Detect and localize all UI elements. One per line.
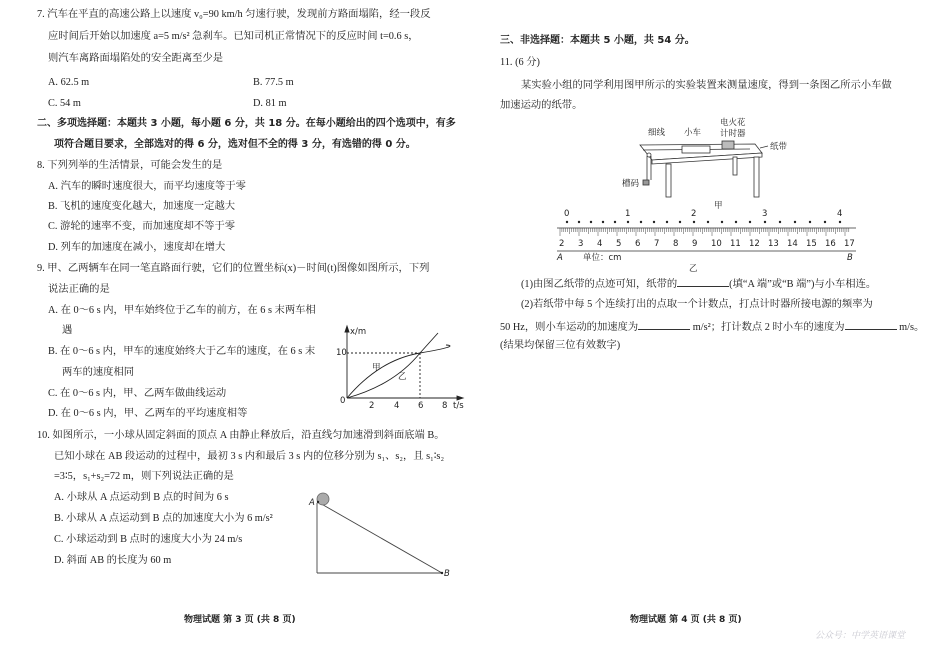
tape-dot bbox=[707, 221, 709, 223]
cm-label: 6 bbox=[635, 239, 641, 249]
q11-intro: 某实验小组的同学利用图甲所示的实验装置来测量速度，得到一条图乙所示小车做 bbox=[521, 80, 892, 91]
q9-option-b-cont: 两车的速度相同 bbox=[62, 367, 135, 378]
cm-label: 3 bbox=[578, 239, 584, 249]
x-tick: 2 bbox=[369, 401, 375, 411]
watermark: 公众号：中学英语课堂 bbox=[815, 630, 906, 640]
q7-option-c: C. 54 m bbox=[48, 98, 81, 109]
tape-dot bbox=[824, 221, 826, 223]
curve-label-yi: 乙 bbox=[398, 372, 407, 382]
section2-heading: 项符合题目要求，全部选对的得 6 分，选对但不全的得 3 分，有选错的得 0 分。 bbox=[54, 139, 416, 150]
q9-line: 9. 甲、乙两辆车在同一笔直路面行驶，它们的位置坐标(x)－时间(t)图像如图所示，下列 bbox=[37, 263, 430, 274]
origin-label: 0 bbox=[340, 396, 346, 406]
tape-dot bbox=[578, 221, 580, 223]
q8-option-d: D. 列车的加速度在减小，速度却在增大 bbox=[48, 242, 226, 253]
tape-dot bbox=[653, 221, 655, 223]
tape-dot bbox=[839, 221, 841, 223]
x-axis-arrow bbox=[457, 396, 463, 400]
spark-timer bbox=[722, 141, 734, 149]
y-axis-label: x/m bbox=[350, 327, 367, 337]
label-timer: 电火花 bbox=[720, 118, 746, 128]
y-axis-arrow bbox=[345, 326, 349, 332]
label-weight: 槽码 bbox=[622, 179, 640, 189]
x-tick: 4 bbox=[394, 401, 400, 411]
table-top bbox=[640, 144, 762, 160]
x-tick: 6 bbox=[418, 401, 424, 411]
q7-option-a: A. 62.5 m bbox=[48, 77, 90, 88]
tape-dot bbox=[566, 221, 568, 223]
tape-dot bbox=[693, 221, 695, 223]
section2-heading: 二、多项选择题：本题共 3 小题，每小题 6 分，共 18 分。在每小题给出的四个选项中，有多 bbox=[37, 118, 456, 129]
cm-label: 9 bbox=[692, 239, 698, 249]
q11-part2: 50 Hz，则小车运动的加速度为 m/s²；打计数点 2 时小车的速度为 m/s。 bbox=[500, 319, 924, 335]
tape-dot bbox=[809, 221, 811, 223]
answer-blank-2[interactable] bbox=[638, 319, 690, 330]
q10-line: =3∶5，s₁+s₂=72 m，则下列说法正确的是 bbox=[54, 471, 234, 482]
cart bbox=[682, 146, 710, 153]
tape-dot bbox=[627, 221, 629, 223]
caption-jia: 甲 bbox=[714, 201, 723, 211]
page-footer-3: 物理试题 第 3 页 (共 8 页) bbox=[184, 615, 296, 625]
q9-line: 说法正确的是 bbox=[48, 284, 110, 295]
page-footer-4: 物理试题 第 4 页 (共 8 页) bbox=[630, 615, 742, 625]
cm-label: 13 bbox=[768, 239, 779, 249]
ball bbox=[317, 493, 329, 505]
label-timer: 计时器 bbox=[720, 129, 746, 139]
count-point-label: 0 bbox=[564, 209, 570, 219]
q7-line: 应时间后开始以加速度 a=5 m/s² 急刹车。已知司机正常情况下的反应时间 t=0.6 s， bbox=[48, 31, 419, 42]
label-cart: 小车 bbox=[684, 128, 702, 138]
cm-label: 11 bbox=[730, 239, 741, 249]
tape-dot bbox=[779, 221, 781, 223]
count-point-label: 3 bbox=[762, 209, 768, 219]
caption-yi: 乙 bbox=[689, 264, 698, 274]
q10-line: 已知小球在 AB 段运动的过程中，最初 3 s 内和最后 3 s 内的位移分别为 s₁、s₂，且 s₁∶s₂ bbox=[54, 451, 445, 462]
point-a-label: A bbox=[309, 498, 315, 508]
q9-option-a: A. 在 0～6 s 内，甲车始终位于乙车的前方，在 6 s 末两车相 bbox=[48, 305, 316, 316]
q11-part2: (2)若纸带中每 5 个连续打出的点取一个计数点，打点计时器所接电源的频率为 bbox=[521, 299, 873, 310]
x-tick: 8 bbox=[442, 401, 448, 411]
q11-note: (结果均保留三位有效数字) bbox=[500, 340, 621, 351]
tape-dot bbox=[749, 221, 751, 223]
count-point-label: 4 bbox=[837, 209, 843, 219]
tape-dot bbox=[679, 221, 681, 223]
q10-line: 10. 如图所示，一小球从固定斜面的顶点 A 由静止释放后，沿直线匀加速滑到斜面底端 B。 bbox=[37, 430, 445, 441]
count-point-label: 1 bbox=[625, 209, 631, 219]
tape-dot bbox=[614, 221, 616, 223]
cm-label: 17 bbox=[844, 239, 855, 249]
q7-line: 7. 汽车在平直的高速公路上以速度 v₀=90 km/h 匀速行驶，发现前方路面塌陷，经一段反 bbox=[37, 9, 431, 20]
q10-option-a: A. 小球从 A 点运动到 B 点的时间为 6 s bbox=[54, 492, 229, 503]
table-leg bbox=[666, 164, 671, 197]
cm-label: 16 bbox=[825, 239, 836, 249]
cm-label: 12 bbox=[749, 239, 760, 249]
q7-option-d: D. 81 m bbox=[253, 98, 287, 109]
q8-stem: 8. 下列列举的生活情景，可能会发生的是 bbox=[37, 160, 223, 171]
tape-dot bbox=[590, 221, 592, 223]
answer-blank-3[interactable] bbox=[845, 319, 897, 330]
q10-option-d: D. 斜面 AB 的长度为 60 m bbox=[54, 555, 172, 566]
answer-blank-1[interactable] bbox=[677, 276, 729, 287]
q9-option-a-cont: 遇 bbox=[62, 325, 73, 336]
tape-end-b: B bbox=[847, 253, 853, 263]
q7-line: 则汽车离路面塌陷处的安全距离至少是 bbox=[48, 53, 224, 64]
unit-label: 单位：cm bbox=[583, 253, 622, 263]
tape-dot bbox=[640, 221, 642, 223]
cm-label: 2 bbox=[559, 239, 565, 249]
count-point-label: 2 bbox=[691, 209, 697, 219]
q10-option-b: B. 小球从 A 点运动到 B 点的加速度大小为 6 m/s² bbox=[54, 513, 273, 524]
q8-option-a: A. 汽车的瞬时速度很大，而平均速度等于零 bbox=[48, 181, 246, 192]
curve-yi bbox=[347, 333, 438, 398]
y-tick-10: 10 bbox=[336, 348, 347, 358]
label-tape: 纸带 bbox=[770, 142, 788, 152]
q9-option-c: C. 在 0～6 s 内，甲、乙两车做曲线运动 bbox=[48, 388, 227, 399]
q11-head: 11. (6 分) bbox=[500, 57, 540, 68]
tape-dot bbox=[721, 221, 723, 223]
cm-label: 5 bbox=[616, 239, 622, 249]
pulley bbox=[647, 153, 651, 157]
q8-option-b: B. 飞机的速度变化越大，加速度一定越大 bbox=[48, 201, 236, 212]
section3-heading: 三、非选择题：本题共 5 小题，共 54 分。 bbox=[500, 35, 695, 46]
tape-end-a: A bbox=[557, 253, 563, 263]
q11-part1: (1)由图乙纸带的点迹可知，纸带的 (填“A 端”或“B 端”)与小车相连。 bbox=[521, 276, 876, 292]
cm-label: 10 bbox=[711, 239, 722, 249]
q9-option-d: D. 在 0～6 s 内，甲、乙两车的平均速度相等 bbox=[48, 408, 248, 419]
q11-intro: 加速运动的纸带。 bbox=[500, 100, 583, 111]
q7-option-b: B. 77.5 m bbox=[253, 77, 294, 88]
cm-label: 4 bbox=[597, 239, 603, 249]
curve-label-jia: 甲 bbox=[372, 363, 381, 373]
q10-option-c: C. 小球运动到 B 点时的速度大小为 24 m/s bbox=[54, 534, 243, 545]
weight bbox=[643, 180, 649, 185]
label-string: 细线 bbox=[648, 128, 666, 138]
tape-dot bbox=[735, 221, 737, 223]
q9-option-b: B. 在 0～6 s 内，甲车的速度始终大于乙车的速度，在 6 s 末 bbox=[48, 346, 316, 357]
tape-dot bbox=[602, 221, 604, 223]
cm-label: 14 bbox=[787, 239, 798, 249]
q8-option-c: C. 游轮的速率不变，而加速度却不等于零 bbox=[48, 221, 236, 232]
cm-label: 8 bbox=[673, 239, 679, 249]
x-axis-label: t/s bbox=[453, 401, 464, 411]
tape-dot bbox=[794, 221, 796, 223]
cm-label: 15 bbox=[806, 239, 817, 249]
tape-dot bbox=[764, 221, 766, 223]
point-b-label: B bbox=[444, 569, 450, 579]
cm-label: 7 bbox=[654, 239, 660, 249]
tape-dot bbox=[666, 221, 668, 223]
